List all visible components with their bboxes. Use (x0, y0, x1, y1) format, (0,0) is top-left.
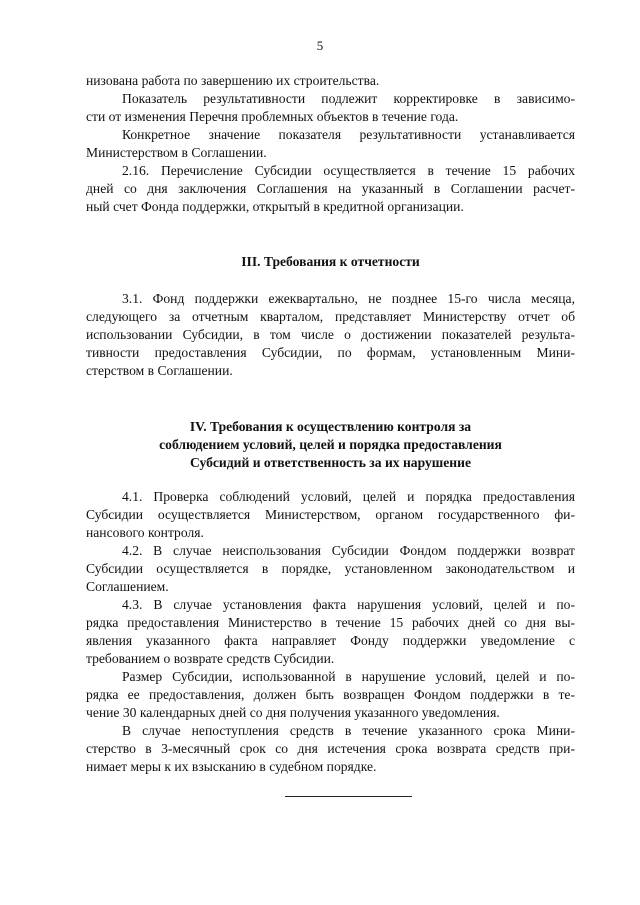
text-line: стерством в Соглашении. (86, 363, 233, 378)
text-line: В случае непоступления средств в течение указанного срока Мини- (122, 723, 575, 738)
text-line: 4.3. В случае установления факта нарушения условий, целей и по- (122, 597, 575, 612)
text-line: 3.1. Фонд поддержки ежеквартально, не позднее 15-го числа месяца, (122, 291, 575, 306)
text-line: нимает меры к их взысканию в судебном порядке. (86, 759, 377, 774)
text-line: рядка предоставления Министерство в течение 15 рабочих дней со дня вы- (86, 615, 575, 630)
text-line: чение 30 календарных дней со дня получения указанного уведомления. (86, 705, 500, 720)
text-line: дней со дня заключения Соглашения на указанный в Соглашении расчет- (86, 181, 575, 196)
heading-line: Субсидий и ответственность за их нарушение (190, 455, 471, 470)
end-separator-line (285, 796, 412, 797)
text-line: Министерством в Соглашении. (86, 145, 267, 160)
heading-line: IV. Требования к осуществлению контроля за (189, 419, 472, 434)
text-line: следующего за отчетным кварталом, представляет Министерству отчет об (86, 309, 575, 324)
text-line: Конкретное значение показателя результативности устанавливается (122, 127, 575, 142)
paragraph-2-continuation (86, 72, 575, 90)
text-line: Субсидии осуществляется в порядке, установленном законодательством и (86, 561, 575, 576)
text-line: 4.1. Проверка соблюдений условий, целей и порядка предоставления (122, 489, 575, 504)
paragraph-4-3 (86, 596, 575, 668)
text-line: требованием о возврате средств Субсидии. (86, 651, 335, 666)
heading-line: соблюдением условий, целей и порядка предоставления (159, 437, 502, 452)
text-line: низована работа по завершению их строительства. (86, 73, 380, 88)
text-line: Субсидии осуществляется Министерством, органом государственного фи- (86, 507, 575, 522)
section-3-heading (86, 253, 575, 271)
document-body (86, 72, 575, 776)
text-line: явления указанного факта направляет Фонду поддержки уведомление с (86, 633, 575, 648)
paragraph-2-performance-adjust (86, 90, 575, 126)
paragraph-4-3-refund (86, 668, 575, 722)
page-number: 5 (316, 38, 324, 53)
text-line: стерство в 3-месячный срок со дня истечения срока возврата средств при- (86, 741, 575, 756)
paragraph-4-3-court (86, 722, 575, 776)
text-line: Соглашением. (86, 579, 169, 594)
paragraph-2-16 (86, 162, 575, 216)
text-line: сти от изменения Перечня проблемных объектов в течение года. (86, 109, 459, 124)
text-line: 2.16. Перечисление Субсидии осуществляется в течение 15 рабочих (122, 163, 575, 178)
text-line: использовании Субсидии, в том числе о достижении показателей результа- (86, 327, 575, 342)
text-line: тивности предоставления Субсидии, по формам, установленным Мини- (86, 345, 575, 360)
section-4-heading (86, 418, 575, 472)
text-line: рядка ее предоставления, должен быть возвращен Фондом поддержки в те- (86, 687, 575, 702)
text-line: Показатель результативности подлежит корректировке в зависимо- (122, 91, 575, 106)
paragraph-4-1 (86, 488, 575, 542)
text-line: нансового контроля. (86, 525, 204, 540)
paragraph-4-2 (86, 542, 575, 596)
text-line: ный счет Фонда поддержки, открытый в кредитной организации. (86, 199, 464, 214)
heading-line: III. Требования к отчетности (241, 254, 420, 269)
text-line: 4.2. В случае неиспользования Субсидии Фондом поддержки возврат (122, 543, 575, 558)
text-line: Размер Субсидии, использованной в нарушение условий, целей и по- (122, 669, 575, 684)
paragraph-2-performance-value (86, 126, 575, 162)
paragraph-3-1 (86, 290, 575, 380)
